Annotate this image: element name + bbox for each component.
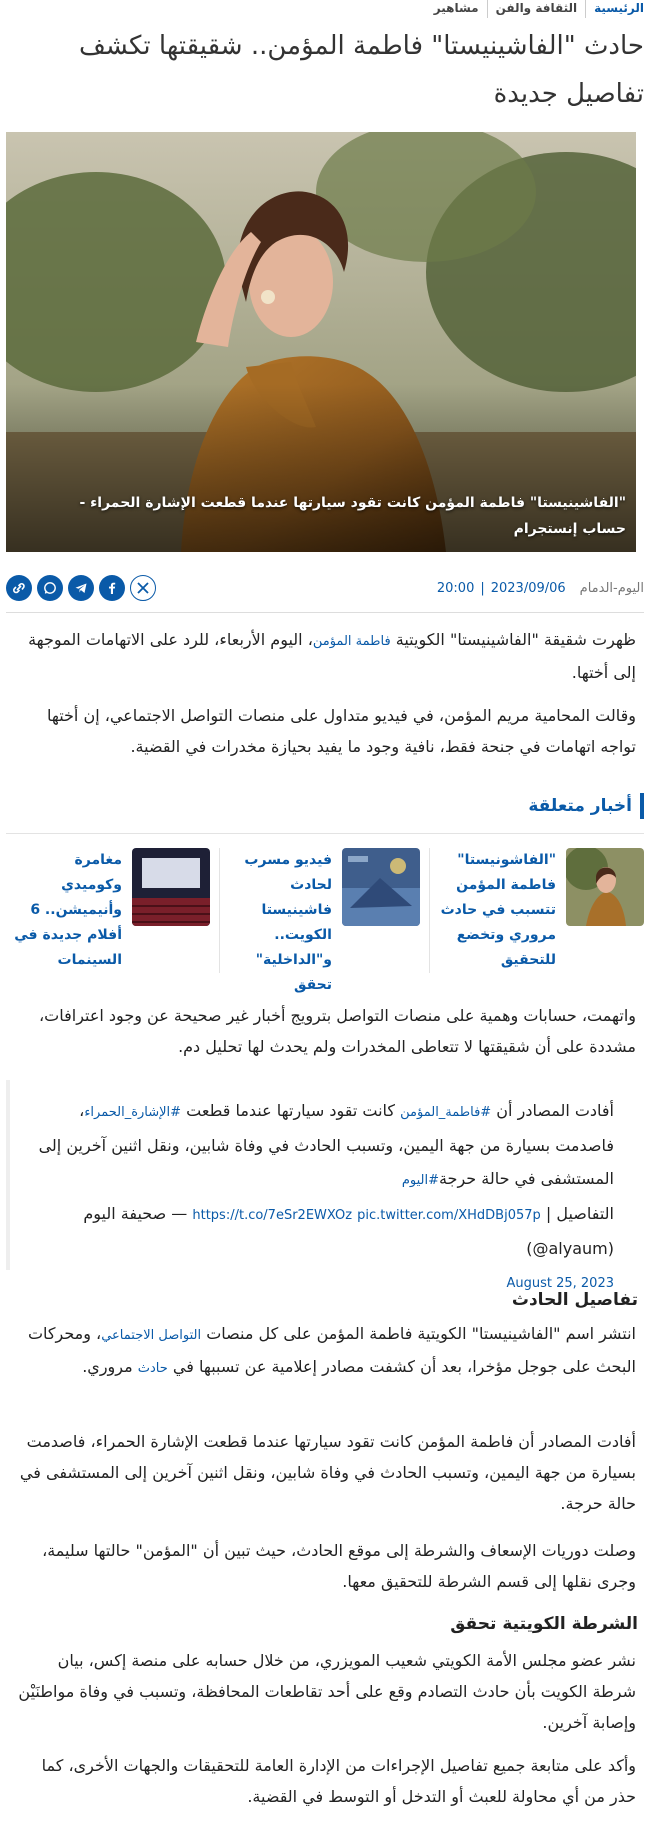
article-source: اليوم-الدمام [579, 580, 644, 596]
p1-text-b: ، اليوم الأربعاء، للرد على الاتهامات الموجهة إلى أختها. [28, 630, 636, 682]
tag-link-accident[interactable]: حادث [137, 1361, 168, 1376]
embedded-tweet [6, 1080, 644, 1291]
hero-image [6, 132, 636, 552]
tweet-author: — صحيفة اليوم (alyaum@) [83, 1204, 614, 1258]
related-item-1[interactable] [439, 848, 644, 978]
p4-text-b: ، ومحركات البحث على جوجل مؤخرا، بعد أن كشفت مصادر إعلامية عن تسببها في [27, 1324, 636, 1376]
paragraph-8: وأكد على متابعة جميع تفاصيل الإجراءات من الإدارة العامة للتحقيقات والجهات الأخرى، كما حذر من أي محاولة للعبث أو التدخل أو التوسط في القضية. [41, 1756, 636, 1806]
related-separator [219, 848, 220, 973]
paragraph-5: أفادت المصادر أن فاطمة المؤمن كانت تقود سيارتها عندما قطعت الإشارة الحمراء، فاصدمت بسيارة من جهة اليمين، وتسبب الحادث في وفاة شابين، ونقل اثنين آخرين إلى المستشفى في حالة حرجة. [19, 1432, 636, 1513]
related-heading [528, 793, 644, 819]
p4-text-c: مروري. [82, 1357, 138, 1376]
related-separator [429, 848, 430, 973]
telegram-icon[interactable] [68, 575, 94, 601]
date-separator: | [480, 580, 485, 596]
breadcrumb-celebs[interactable]: مشاهير [433, 1, 479, 15]
related-title-2[interactable]: فيديو مسرب لحادث فاشينيستا الكويت.. و"الداخلية" تحقق [244, 852, 332, 993]
tweet-text [30, 1094, 614, 1300]
dateline [437, 581, 644, 596]
paragraph-7: نشر عضو مجلس الأمة الكويتي شعيب المويزري، من خلال حسابه على منصة إكس، بيان شرطة الكويت بأن حادث التصادم وقع على أحد تقاطعات المحافظة، وتسبب في وفاة مواطنَيْن وإصابة آخرين. [18, 1651, 636, 1732]
article-time: 20:00 [436, 580, 475, 596]
link-icon[interactable] [6, 575, 32, 601]
article-title: حادث "الفاشينيستا" فاطمة المؤمن.. شقيقتها تكشف تفاصيل جديدة [78, 31, 644, 109]
related-heading-text: أخبار متعلقة [528, 796, 632, 816]
related-thumb-2 [342, 848, 420, 926]
tweet-link[interactable]: https://t.co/7eSr2EWXOz [192, 1208, 353, 1223]
image-caption: "الفاشينيستا" فاطمة المؤمن كانت تقود سيارتها عندما قطعت الإشارة الحمراء - حساب إنستجرام [79, 495, 626, 537]
tweet-text-c: ، فاصدمت بسيارة من جهة اليمين، وتسبب الحادث في وفاة شابين، ونقل اثنين آخرين إلى المستشفى في حالة حرجة [38, 1101, 614, 1188]
paragraph-1 [12, 624, 636, 688]
tweet-pic-link[interactable]: pic.twitter.com/XHdDBj057p [357, 1208, 541, 1223]
related-heading-bar [640, 793, 644, 819]
p4-text-a: انتشر اسم "الفاشينيستا" الكويتية فاطمة المؤمن على كل منصات [201, 1324, 636, 1343]
tag-link-social[interactable]: التواصل الاجتماعي [101, 1328, 202, 1343]
tag-link-fatima[interactable]: فاطمة المؤمن [312, 634, 391, 649]
tweet-hashtag-3[interactable]: #اليوم [401, 1173, 439, 1188]
breadcrumb-culture[interactable]: الثقافة والفن [487, 0, 586, 18]
related-item-3[interactable] [10, 848, 210, 978]
article-date: 2023/09/06 [490, 580, 566, 596]
related-item-2[interactable] [230, 848, 420, 993]
meta-row [6, 568, 644, 608]
tweet-text-d: التفاصيل | [540, 1204, 614, 1223]
paragraph-4 [12, 1318, 636, 1384]
related-title-3[interactable]: مغامرة وكوميدي وأنيميشن.. 6 أفلام جديدة في السينمات [14, 852, 122, 968]
x-icon[interactable] [130, 575, 156, 601]
p1-text-a: ظهرت شقيقة "الفاشينيستا" الكويتية [390, 630, 636, 649]
related-title-1[interactable]: "الفاشونيستا" فاطمة المؤمن تتسبب في حادث مروري وتخضع للتحقيق [440, 852, 556, 968]
tweet-hashtag-2[interactable]: #الإشارة_الحمراء [84, 1105, 182, 1120]
related-divider [6, 833, 644, 834]
facebook-icon[interactable] [99, 575, 125, 601]
share-buttons [6, 575, 156, 601]
paragraph-2: وقالت المحامية مريم المؤمن، في فيديو متداول على منصات التواصل الاجتماعي، إن أختها تواجه اتهامات في جنحة فقط، نافية وجود ما يفيد بحيازة مخدرات في القضية. [46, 706, 636, 756]
related-thumb-3 [132, 848, 210, 926]
heading-police: الشرطة الكويتية تحقق [450, 1614, 638, 1634]
paragraph-6: وصلت دوريات الإسعاف والشرطة إلى موقع الحادث، حيث تبين أن "المؤمن" حالتها سليمة، وجرى نقلها إلى قسم الشرطة للتحقيق معها. [42, 1541, 636, 1591]
paragraph-3: واتهمت، حسابات وهمية على منصات التواصل بترويج أخبار غير صحيحة عن وجود اعترافات، مشددة على أن شقيقتها لا تتعاطى المخدرات ولم يحدث لها تحليل دم. [39, 1006, 636, 1056]
heading-details: تفاصيل الحادث [511, 1290, 638, 1310]
tweet-text-b: كانت تقود سيارتها عندما قطعت [181, 1101, 401, 1120]
whatsapp-icon[interactable] [37, 575, 63, 601]
breadcrumb-home[interactable]: الرئيسية [585, 0, 644, 18]
related-thumb-1 [566, 848, 644, 926]
tweet-hashtag-1[interactable]: #فاطمة_المؤمن [400, 1105, 492, 1120]
tweet-date[interactable]: August 25, 2023 [506, 1276, 614, 1291]
breadcrumb [426, 0, 644, 18]
divider [6, 612, 644, 613]
tweet-text-a: أفادت المصادر أن [491, 1101, 614, 1120]
